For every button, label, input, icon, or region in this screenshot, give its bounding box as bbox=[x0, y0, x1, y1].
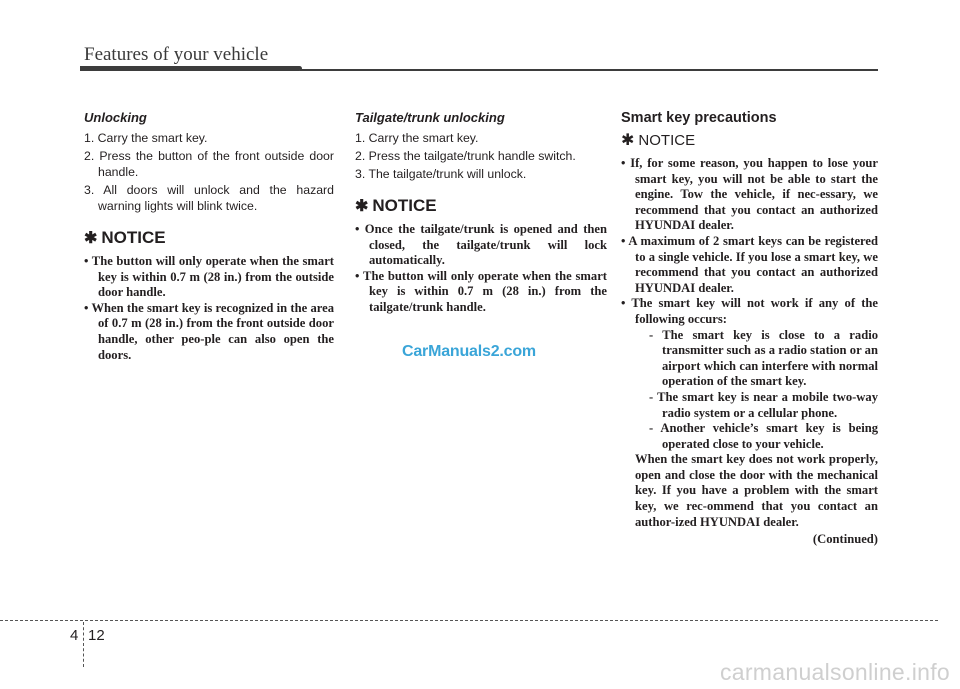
subtitle-unlocking: Unlocking bbox=[84, 110, 147, 125]
star-cross-icon: ✱ bbox=[621, 132, 635, 149]
footer-divider bbox=[83, 622, 84, 667]
brand-watermark: carmanualsonline.info bbox=[719, 659, 950, 685]
condition-item: - Another vehicle’s smart key is being operated close to your vehicle. bbox=[649, 421, 878, 451]
step-item: 2. Press the tailgate/trunk handle switch. bbox=[355, 149, 576, 163]
step-item: 3. The tailgate/trunk will unlock. bbox=[355, 167, 527, 181]
notice-label: NOTICE bbox=[372, 196, 437, 215]
step-item: 1. Carry the smart key. bbox=[355, 131, 479, 145]
section-number: 4 bbox=[70, 627, 79, 644]
precaution-item-text: • The smart key will not work if any of the following occurs: bbox=[621, 296, 878, 326]
star-cross-icon: ✱ bbox=[355, 198, 369, 215]
condition-list bbox=[635, 328, 878, 453]
site-watermark: CarManuals2.com bbox=[402, 343, 536, 360]
notice-label: NOTICE bbox=[638, 131, 696, 149]
condition-item: - The smart key is near a mobile two-way radio system or a cellular phone. bbox=[649, 389, 878, 420]
step-item: 2. Press the button of the front outside door handle. bbox=[84, 149, 334, 179]
step-item: 1. Carry the smart key. bbox=[84, 131, 208, 145]
notice-list bbox=[355, 222, 607, 316]
notice-item: • When the smart key is recognized in the area of 0.7 m (28 in.) from the front outside door handle, other peo-ple can also open the doors. bbox=[84, 300, 334, 362]
unlocking-steps bbox=[84, 130, 334, 214]
notice-list bbox=[84, 254, 334, 363]
subtitle-tailgate: Tailgate/trunk unlocking bbox=[355, 110, 505, 125]
column-tailgate bbox=[355, 110, 607, 316]
notice-heading bbox=[621, 130, 878, 150]
precaution-item: • If, for some reason, you happen to lose your smart key, you will not be able to start the engine. Tow the vehicle, if nec-essary, we recommend that you contact an authorized HYUNDAI dealer. bbox=[621, 156, 878, 233]
mechanical-key-paragraph: When the smart key does not work properly, open and close the door with the mechanical key. If you have a problem with the smart key, we rec-ommend that you contact an author-ized HYUNDAI dealer. bbox=[635, 452, 878, 529]
section-heading: Smart key precautions bbox=[621, 110, 777, 126]
column-unlocking bbox=[84, 110, 334, 363]
notice-heading bbox=[355, 196, 607, 216]
tailgate-steps bbox=[355, 130, 607, 182]
header-rule bbox=[300, 69, 878, 71]
column-precautions bbox=[621, 110, 878, 547]
notice-item: • Once the tailgate/trunk is opened and then closed, the tailgate/trunk will lock automatically. bbox=[355, 222, 607, 268]
precaution-item bbox=[621, 296, 878, 452]
header-bar bbox=[80, 66, 302, 71]
notice-item: • The button will only operate when the smart key is within 0.7 m (28 in.) from the tailgate/trunk handle. bbox=[355, 268, 607, 314]
condition-item: - The smart key is close to a radio transmitter such as a radio station or an airport which can interfere with normal operation of the smart key. bbox=[649, 327, 878, 389]
notice-label: NOTICE bbox=[101, 228, 166, 247]
continued-label: (Continued) bbox=[812, 532, 878, 547]
page-number: 12 bbox=[88, 627, 105, 644]
footer-rule bbox=[0, 620, 938, 621]
page-header-title: Features of your vehicle bbox=[84, 44, 269, 65]
star-cross-icon: ✱ bbox=[84, 230, 98, 247]
step-item: 3. All doors will unlock and the hazard warning lights will blink twice. bbox=[84, 183, 334, 213]
precaution-item: • A maximum of 2 smart keys can be registered to a single vehicle. If you lose a smart key, we recommend that you contact an authorized HYUNDAI dealer. bbox=[621, 233, 878, 295]
notice-item: • The button will only operate when the smart key is within 0.7 m (28 in.) from the outside door handle. bbox=[84, 254, 334, 300]
notice-heading bbox=[84, 228, 334, 248]
precaution-list bbox=[621, 156, 878, 452]
